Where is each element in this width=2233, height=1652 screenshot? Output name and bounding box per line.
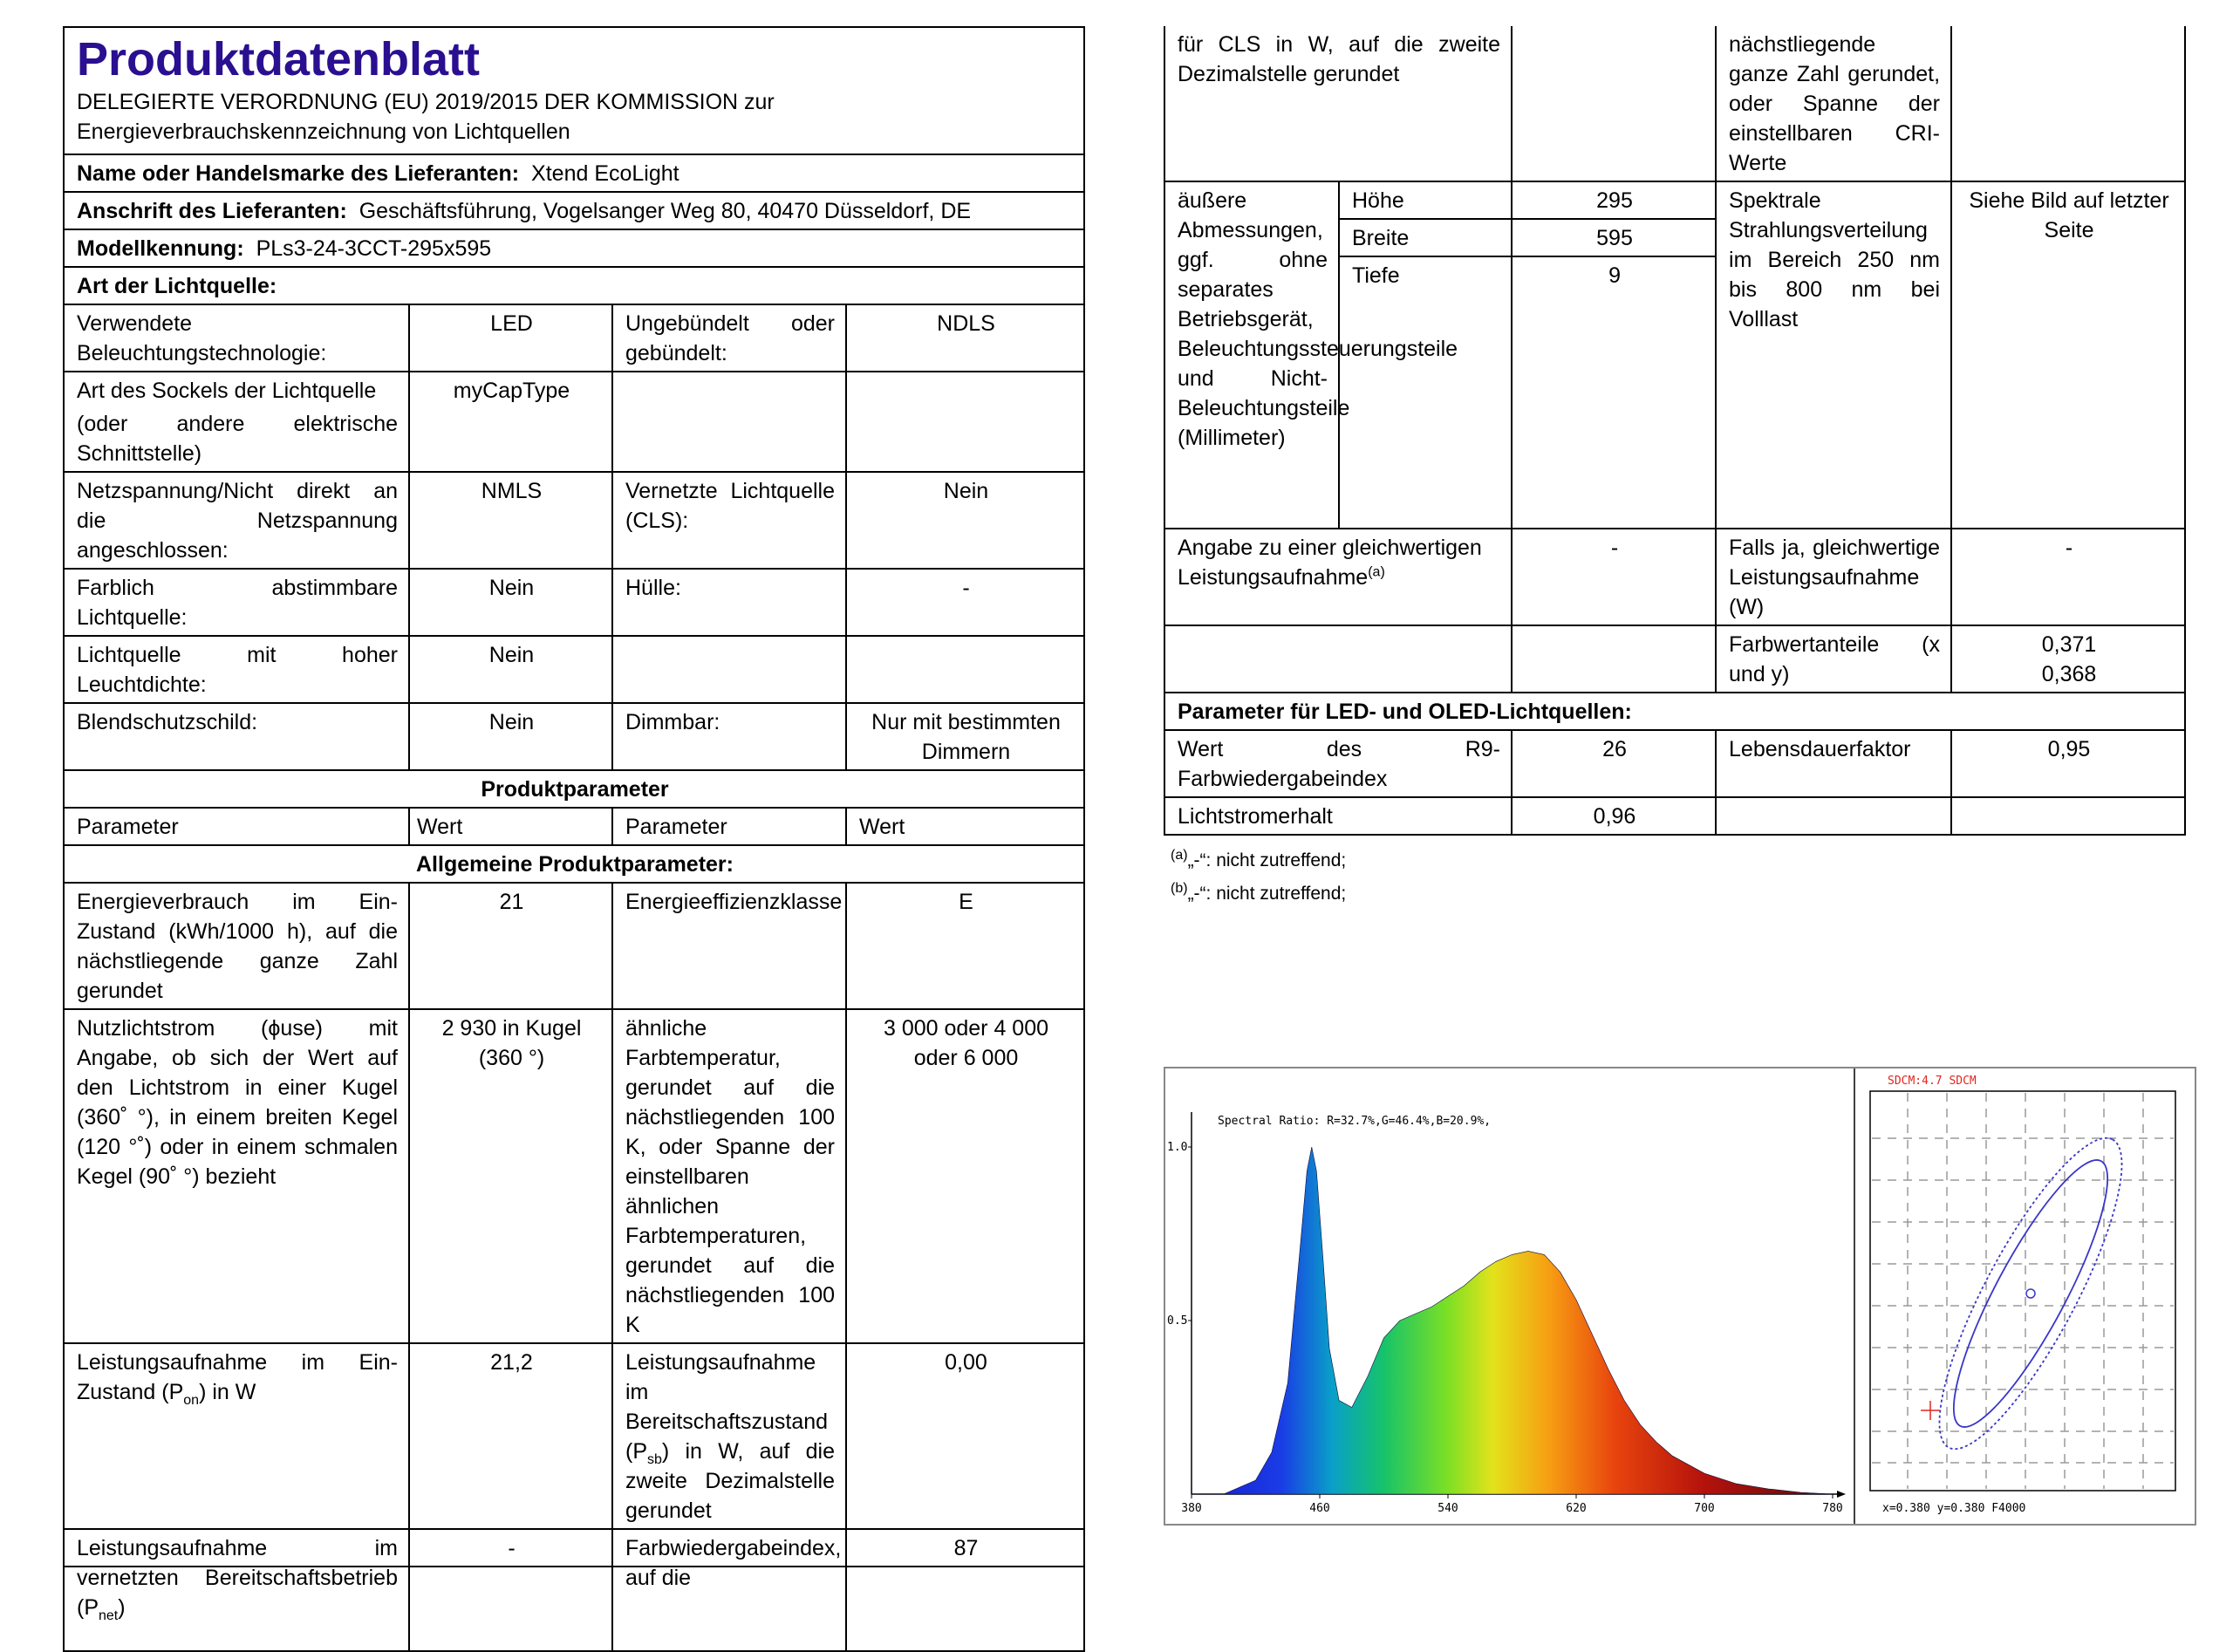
- empty-cell: [1951, 797, 2185, 835]
- column-header-value: Wert: [409, 808, 612, 845]
- led-params-heading: Parameter für LED- und OLED-Lichtquellen:: [1164, 693, 2185, 730]
- y-tick-labels: [1167, 1141, 1192, 1328]
- glare-value: Nein: [409, 703, 612, 770]
- technology-label: Verwendete Beleuchtungstechnologie:: [64, 304, 409, 372]
- product-params-heading: Produktparameter: [64, 770, 1084, 808]
- power-on-label: Leistungsaufnahme im Ein-Zustand $(P_{on})$ in W: [64, 1343, 409, 1529]
- table-row: [64, 636, 1084, 703]
- power-standby-value: 0,00: [846, 1343, 1084, 1529]
- dimmable-value: Nur mit bestimmten Dimmern: [846, 703, 1084, 770]
- power-networked-value: -: [409, 1529, 612, 1651]
- supplier-address-row: [64, 192, 1084, 229]
- lumen-maintenance-label: Lichtstromerhalt: [1164, 797, 1512, 835]
- table-row: [64, 472, 1084, 569]
- width-value: 595: [1512, 219, 1716, 256]
- datasheet-table-right: [1164, 26, 2186, 836]
- empty-cell: [1951, 26, 2185, 181]
- cap-label: Art des Sockels der Lichtquelle: [77, 379, 377, 403]
- supplier-name-value: Xtend EcoLight: [531, 161, 679, 186]
- depth-value: 9: [1512, 256, 1716, 529]
- model-row: [64, 229, 1084, 267]
- connected-value: Nein: [846, 472, 1084, 569]
- cct-value: 3 000 oder 4 000 oder 6 000: [846, 1009, 1084, 1343]
- column-header-param: Parameter: [612, 808, 846, 845]
- cri-continued-label: nächstliegende ganze Zahl gerundet, oder Spanne der einstellbaren CRI-Werte: [1716, 26, 1951, 181]
- sdcm-inner-ellipse: [1929, 1144, 2132, 1442]
- r9-value: 26: [1512, 730, 1716, 797]
- model-label: Modellkennung:: [77, 236, 244, 261]
- header-row: [64, 27, 1084, 154]
- chromaticity-y-value: 0,368: [2041, 662, 2097, 686]
- model-value: PLs3-24-3CCT-295x595: [256, 236, 492, 261]
- supplier-name-label: Name oder Handelsmarke des Lieferanten:: [77, 161, 520, 186]
- if-yes-label: Falls ja, gleichwertige Leistungsaufnahme (W): [1716, 529, 1951, 625]
- envelope-value: -: [846, 569, 1084, 636]
- sdcm-coordinates: x=0.380 y=0.380 F4000: [1882, 1502, 2026, 1515]
- column-header-param: Parameter: [64, 808, 409, 845]
- light-source-type-heading: Art der Lichtquelle:: [64, 267, 1084, 304]
- luminous-flux-label: Nutzlichtstrom (ϕuse) mit Angabe, ob sich der Wert auf den Lichtstrom in einer Kugel (360˚ °), in einem breiten Kegel (120 °˚) oder in einem schmalen Kegel (90˚ °) bezieht: [64, 1009, 409, 1343]
- empty-cell: [846, 372, 1084, 472]
- column-header-value: Wert: [846, 808, 1084, 845]
- bundled-label: Ungebündelt oder gebündelt:: [612, 304, 846, 372]
- table-row: [64, 1343, 1084, 1529]
- height-value: 295: [1512, 181, 1716, 219]
- table-row: [64, 569, 1084, 636]
- left-datasheet-page: [63, 26, 1083, 1623]
- spectral-distribution-value: Siehe Bild auf letzter Seite: [1951, 181, 2185, 529]
- equivalent-power-label: Angabe zu einer gleichwertigen Leistungsaufnahme$^{(a)}$: [1164, 529, 1512, 625]
- x-tick-label: 540: [1437, 1502, 1458, 1515]
- sdcm-center-marker: [2026, 1289, 2035, 1298]
- x-tick-label: 380: [1181, 1502, 1202, 1515]
- table-row: [64, 1009, 1084, 1343]
- energy-consumption-label: Energieverbrauch im Ein-Zustand (kWh/1000 h), auf die nächstliegende ganze Zahl gerundet: [64, 883, 409, 1009]
- spectral-chart-svg: [1165, 1068, 2195, 1524]
- depth-label: Tiefe: [1339, 256, 1512, 529]
- table-row: [1164, 26, 2185, 181]
- x-tick-label: 780: [1822, 1502, 1843, 1515]
- empty-cell: [1164, 625, 1512, 693]
- empty-cell: [612, 372, 846, 472]
- chromaticity-label: Farbwertanteile (x und y): [1716, 625, 1951, 693]
- sdcm-title: SDCM:4.7 SDCM: [1888, 1075, 1977, 1088]
- table-row: [64, 1529, 1084, 1651]
- table-row: [64, 304, 1084, 372]
- column-header-row: [64, 808, 1084, 845]
- power-standby-label: Leistungsaufnahme im Bereitschaftszustand $(P_{sb})$ in W, auf die zweite Dezimalstelle gerundet: [612, 1343, 846, 1529]
- table-row: [1164, 797, 2185, 835]
- table-row: [1164, 529, 2185, 625]
- product-params-heading-row: [64, 770, 1084, 808]
- efficiency-class-label: Energieeffizienzklasse: [612, 883, 846, 1009]
- bundled-value: NDLS: [846, 304, 1084, 372]
- spectral-chart-panel: [1164, 1067, 2196, 1526]
- table-row: [1164, 181, 2185, 219]
- x-axis-arrow: [1837, 1491, 1846, 1498]
- technology-value: LED: [409, 304, 612, 372]
- datasheet-table-left: [63, 26, 1085, 1652]
- right-datasheet-page: [1164, 26, 2184, 907]
- height-label: Höhe: [1339, 181, 1512, 219]
- x-tick-label: 700: [1694, 1502, 1715, 1515]
- empty-cell: [612, 636, 846, 703]
- regulation-line-2: Energieverbrauchskennzeichnung von Lichtquellen: [77, 119, 570, 144]
- cap-label-sub: (oder andere elektrische Schnittstelle): [77, 412, 398, 466]
- sdcm-grid: [1872, 1093, 2174, 1489]
- luminous-flux-value: 2 930 in Kugel (360 °): [409, 1009, 612, 1343]
- efficiency-class-value: E: [846, 883, 1084, 1009]
- light-source-type-row: [64, 267, 1084, 304]
- high-luminance-value: Nein: [409, 636, 612, 703]
- table-row: [64, 703, 1084, 770]
- mains-label: Netzspannung/Nicht direkt an die Netzspannung angeschlossen:: [64, 472, 409, 569]
- power-on-value: 21,2: [409, 1343, 612, 1529]
- standby-continued-label: für CLS in W, auf die zweite Dezimalstelle gerundet: [1164, 26, 1512, 181]
- spectral-ratio-title: Spectral Ratio: R=32.7%,G=46.4%,B=20.9%,: [1218, 1115, 1492, 1128]
- table-row: [1164, 730, 2185, 797]
- r9-label: Wert des R9-Farbwiedergabeindex: [1164, 730, 1512, 797]
- spectrum-plot: [1167, 1112, 1846, 1515]
- lifetime-factor-label: Lebensdauerfaktor: [1716, 730, 1951, 797]
- spectral-distribution-label: Spektrale Strahlungsverteilung im Bereich 250 nm bis 800 nm bei Volllast: [1716, 181, 1951, 529]
- table-row: [64, 372, 1084, 472]
- lifetime-factor-value: 0,95: [1951, 730, 2185, 797]
- x-tick-labels: [1181, 1494, 1842, 1515]
- high-luminance-label: Lichtquelle mit hoher Leuchtdichte:: [64, 636, 409, 703]
- x-tick-label: 460: [1309, 1502, 1330, 1515]
- equivalent-power-value: -: [1512, 529, 1716, 625]
- if-yes-value: -: [1951, 529, 2185, 625]
- supplier-address-label: Anschrift des Lieferanten:: [77, 199, 347, 223]
- y-tick-label: 0.5: [1167, 1314, 1188, 1328]
- table-row: [1164, 625, 2185, 693]
- footnote-b: $^{(b)}$„-“: nicht zutreffend;: [1171, 881, 1347, 904]
- chromaticity-x-value: 0,371: [2041, 632, 2097, 657]
- supplier-address-value: Geschäftsführung, Vogelsanger Weg 80, 40470 Düsseldorf, DE: [359, 199, 972, 223]
- spectrum-area: [1192, 1147, 1833, 1494]
- dimmable-label: Dimmbar:: [612, 703, 846, 770]
- empty-cell: [1512, 26, 1716, 181]
- envelope-label: Hülle:: [612, 569, 846, 636]
- cct-label: ähnliche Farbtemperatur, gerundet auf die nächstliegenden 100 K, oder Spanne der einstellbaren ähnlichen Farbtemperaturen, gerundet auf die nächstliegenden 100 K: [612, 1009, 846, 1343]
- cri-value: 87: [846, 1529, 1084, 1651]
- x-tick-label: 620: [1566, 1502, 1587, 1515]
- footnote-a: $^{(a)}$„-“: nicht zutreffend;: [1171, 848, 1347, 870]
- dimensions-label: äußere Abmessungen, ggf. ohne separates Betriebsgerät, Beleuchtungssteuerungsteile und Nicht-Beleuchtungsteile (Millimeter): [1164, 181, 1339, 529]
- page-title: Produktdatenblatt: [77, 33, 481, 85]
- supplier-name-row: [64, 154, 1084, 192]
- y-tick-label: 1.0: [1167, 1141, 1188, 1154]
- width-label: Breite: [1339, 219, 1512, 256]
- footnotes: [1164, 848, 2184, 907]
- mains-value: NMLS: [409, 472, 612, 569]
- power-networked-label: Leistungsaufnahme im vernetzten Bereitschaftsbetrieb $(P_{net})$: [64, 1529, 409, 1651]
- general-params-heading-row: [64, 845, 1084, 883]
- sdcm-plot: [1870, 1075, 2175, 1515]
- empty-cell: [1716, 797, 1951, 835]
- tunable-label: Farblich abstimmbare Lichtquelle:: [64, 569, 409, 636]
- regulation-line-1: DELEGIERTE VERORDNUNG (EU) 2019/2015 DER KOMMISSION zur: [77, 90, 775, 114]
- empty-cell: [846, 636, 1084, 703]
- table-row: [64, 883, 1084, 1009]
- general-params-heading: Allgemeine Produktparameter:: [64, 845, 1084, 883]
- led-heading-row: [1164, 693, 2185, 730]
- lumen-maintenance-value: 0,96: [1512, 797, 1716, 835]
- tunable-value: Nein: [409, 569, 612, 636]
- cap-value: myCapType: [409, 372, 612, 472]
- empty-cell: [1512, 625, 1716, 693]
- sdcm-outer-ellipse: [1909, 1118, 2153, 1469]
- glare-label: Blendschutzschild:: [64, 703, 409, 770]
- cri-label: Farbwiedergabeindex, auf die: [612, 1529, 846, 1651]
- measured-point-marker: [1921, 1401, 1940, 1420]
- connected-label: Vernetzte Lichtquelle (CLS):: [612, 472, 846, 569]
- energy-consumption-value: 21: [409, 883, 612, 1009]
